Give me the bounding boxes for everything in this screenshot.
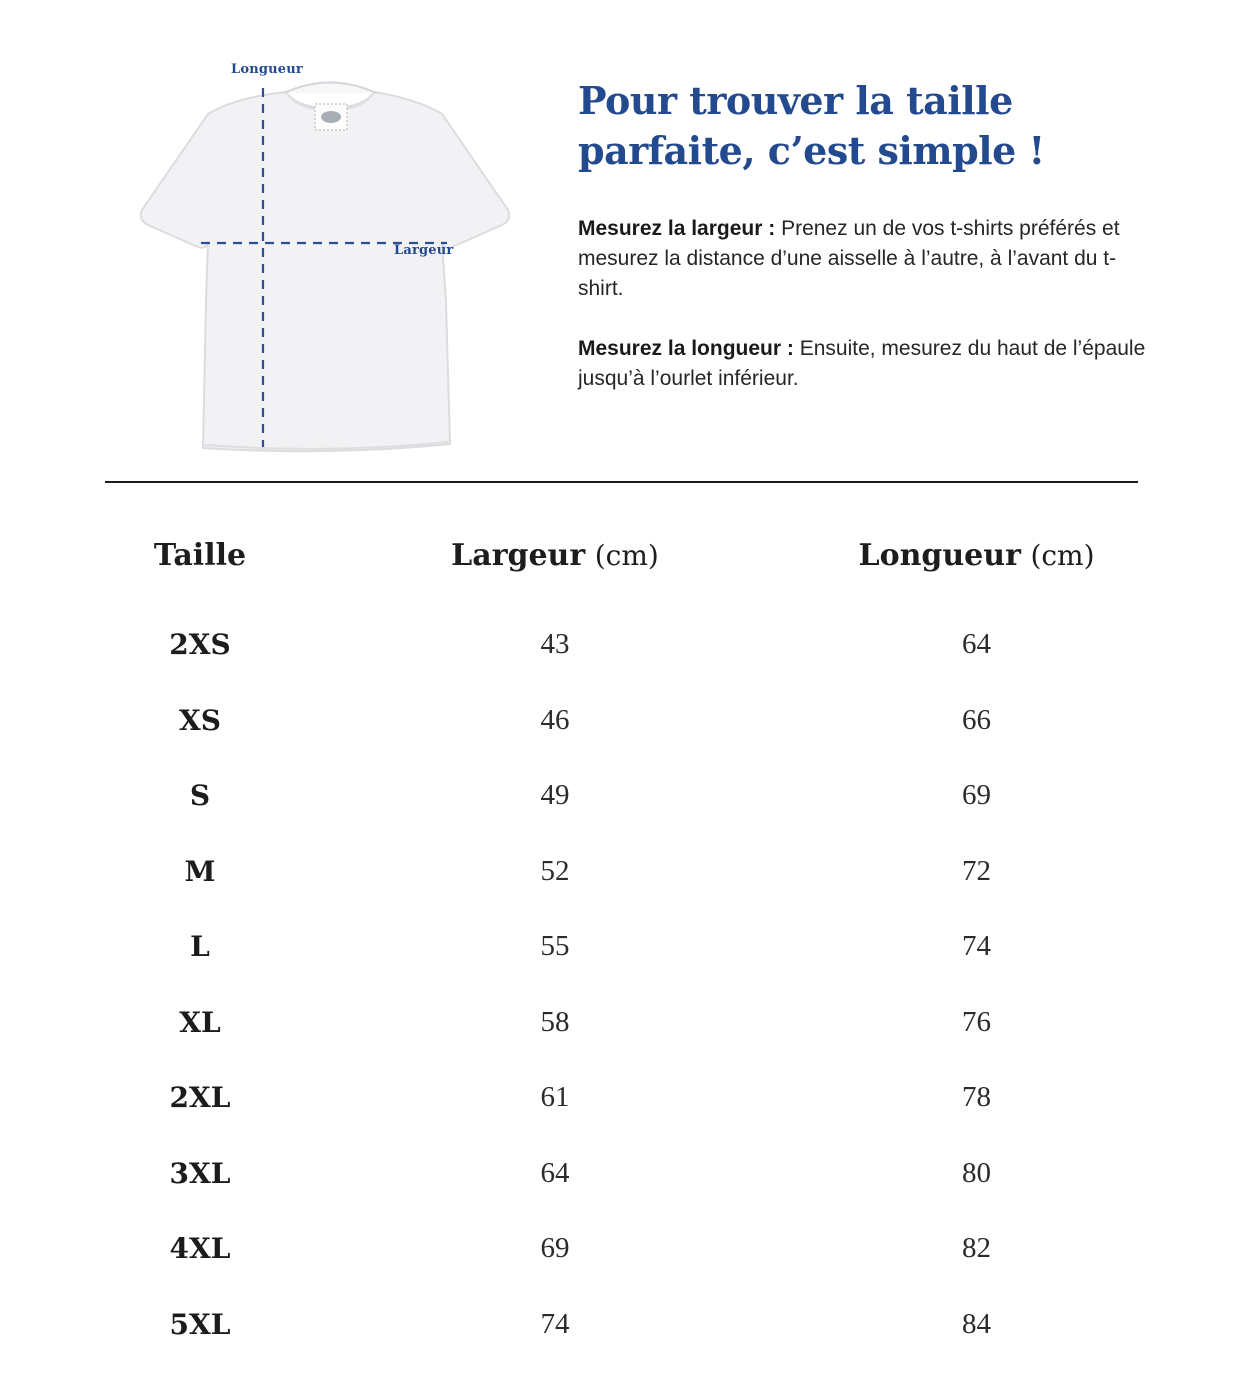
header-width-label: Largeur <box>451 537 586 573</box>
width-value: 74 <box>540 1307 570 1340</box>
length-value: 66 <box>962 703 991 736</box>
section-divider <box>105 481 1138 483</box>
measure-width-lead: Mesurez la largeur : <box>578 217 776 240</box>
width-value: 58 <box>540 1005 570 1038</box>
size-label: M <box>184 854 216 888</box>
measure-length-lead: Mesurez la longueur : <box>578 337 794 360</box>
size-label: XL <box>179 1005 221 1039</box>
measure-length-text: Ensuite, mesurez du haut de l’épaule jusqu’à l’ourlet inférieur. <box>578 337 1146 390</box>
width-value: 43 <box>540 628 570 661</box>
header-length <box>815 538 1138 573</box>
collar-back <box>284 83 376 94</box>
width-value: 55 <box>540 930 570 963</box>
length-measure-label: Longueur <box>231 62 303 77</box>
length-value: 84 <box>962 1307 991 1340</box>
length-value: 76 <box>962 1005 991 1038</box>
header-length-label: Longueur <box>858 537 1021 573</box>
size-label: 5XL <box>169 1307 231 1341</box>
size-label: XS <box>179 703 221 737</box>
width-value: 69 <box>540 1232 570 1265</box>
length-value: 72 <box>962 854 991 887</box>
table-row <box>105 607 1138 683</box>
table-row <box>105 758 1138 834</box>
table-row <box>105 683 1138 759</box>
width-value: 52 <box>540 854 570 887</box>
tshirt-image <box>100 52 520 467</box>
table-row <box>105 1060 1138 1136</box>
header-size-label: Taille <box>153 537 247 573</box>
header-width <box>295 538 815 573</box>
tshirt-measurement-diagram <box>100 52 520 467</box>
length-value: 78 <box>962 1081 991 1114</box>
size-table-body <box>105 607 1138 1362</box>
table-row <box>105 985 1138 1061</box>
header-width-unit: (cm) <box>594 538 659 572</box>
table-row <box>105 1287 1138 1363</box>
size-label: 4XL <box>169 1232 231 1266</box>
measure-length-paragraph <box>578 334 1150 394</box>
page-title <box>578 76 1150 176</box>
width-value: 61 <box>540 1081 570 1114</box>
header-size <box>105 538 295 573</box>
size-label: 2XL <box>169 1081 231 1115</box>
tshirt-outline <box>141 92 509 451</box>
table-row <box>105 909 1138 985</box>
length-value: 82 <box>962 1232 991 1265</box>
measure-width-paragraph <box>578 214 1150 304</box>
size-label: 2XS <box>169 628 231 662</box>
length-value: 80 <box>962 1156 991 1189</box>
length-value: 69 <box>962 779 991 812</box>
page-title-line1: Pour trouver la taille <box>578 78 1013 123</box>
neck-label-logo <box>321 111 341 123</box>
measure-width-text: Prenez un de vos t-shirts préférés et mesurez la distance d’une aisselle à l’autre, à l’avant du t-shirt. <box>578 217 1120 300</box>
size-table-header <box>105 520 1138 590</box>
length-value: 64 <box>962 628 991 661</box>
intro-section <box>578 76 1150 424</box>
size-label: S <box>189 779 211 813</box>
table-row <box>105 834 1138 910</box>
size-label: 3XL <box>169 1156 231 1190</box>
table-row <box>105 1136 1138 1212</box>
width-value: 64 <box>540 1156 570 1189</box>
width-value: 49 <box>540 779 570 812</box>
length-value: 74 <box>962 930 991 963</box>
table-row <box>105 1211 1138 1287</box>
header-length-unit: (cm) <box>1030 538 1095 572</box>
size-table <box>105 520 1138 1362</box>
width-value: 46 <box>540 703 570 736</box>
width-measure-label: Largeur <box>394 243 454 258</box>
page-title-line2: parfaite, c’est simple ! <box>578 128 1045 173</box>
size-label: L <box>190 930 210 964</box>
